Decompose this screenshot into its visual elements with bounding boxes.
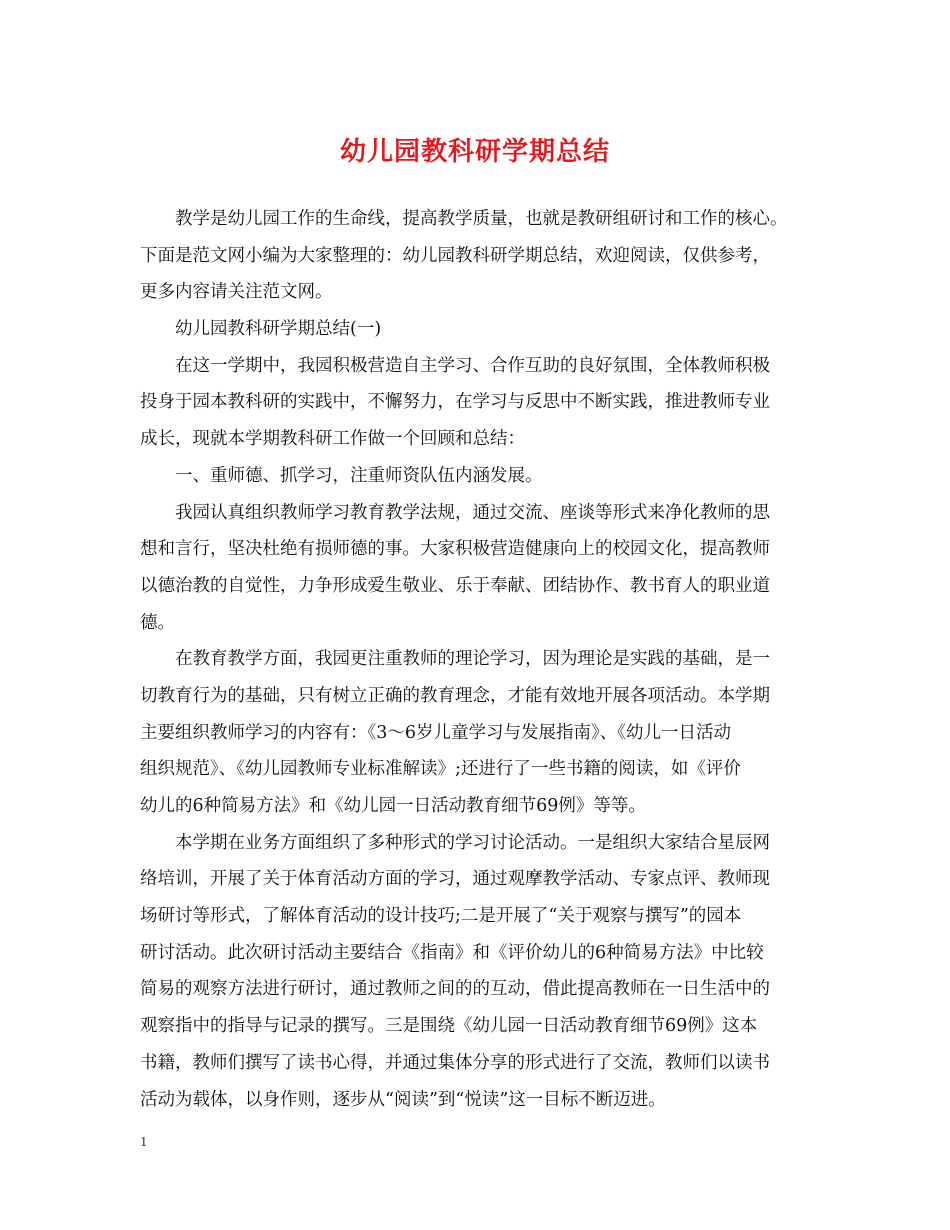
page-number: 1 [140,1135,148,1149]
text-line: 幼儿的6种简易方法》和《幼儿园一日活动教育细节69例》等等。 [140,796,646,816]
text-line: 想和言行，坚决杜绝有损师德的事。大家积极营造健康向上的校园文化，提高教师 [140,539,770,560]
text-line: 更多内容请关注范文网。 [140,282,333,303]
text-line: 一、重师德、抓学习，注重师资队伍内涵发展。 [175,465,543,486]
text-line: 场研讨等形式，了解体育活动的设计技巧;二是开展了“关于观察与撰写”的园本 [140,906,742,927]
text-line: 简易的观察方法进行研讨，通过教师之间的的互动，借此提高教师在一日生活中的 [140,979,770,1000]
text-line: 德。 [140,612,175,633]
text-line: 我园认真组织教师学习教育教学法规，通过交流、座谈等形式来净化教师的思 [175,502,770,523]
text-line: 书籍，教师们撰写了读书心得，并通过集体分享的形式进行了交流，教师们以读书 [140,1052,770,1073]
document-body [140,201,840,1118]
text-line: 研讨活动。此次研讨活动主要结合《指南》和《评价幼儿的6种简易方法》中比较 [140,942,764,963]
text-line: 幼儿园教科研学期总结(一) [175,319,382,340]
text-line: 本学期在业务方面组织了多种形式的学习讨论活动。一是组织大家结合星辰网 [175,832,770,853]
text-line: 在这一学期中，我园积极营造自主学习、合作互助的良好氛围，全体教师积极 [175,355,770,376]
text-line: 主要组织教师学习的内容有：《3～6岁儿童学习与发展指南》、《幼儿一日活动 [140,722,732,743]
text-line: 活动为载体，以身作则，逐步从“阅读”到“悦读”这一目标不断迈进。 [140,1089,666,1110]
text-line: 在教育教学方面，我园更注重教师的理论学习，因为理论是实践的基础，是一 [175,649,770,670]
document-title: 幼儿园教科研学期总结 [339,137,610,167]
text-line: 教学是幼儿园工作的生命线，提高教学质量，也就是教研组研讨和工作的核心。 [175,209,788,229]
text-line: 下面是范文网小编为大家整理的：幼儿园教科研学期总结，欢迎阅读，仅供参考， [140,245,770,266]
text-line: 以德治教的自觉性，力争形成爱生敬业、乐于奉献、团结协作、教书育人的职业道 [140,575,770,596]
text-line: 组织规范》、《幼儿园教师专业标准解读》;还进行了一些书籍的阅读，如《评价 [140,759,741,780]
text-line: 切教育行为的基础，只有树立正确的教育理念，才能有效地开展各项活动。本学期 [140,685,770,706]
text-line: 络培训，开展了关于体育活动方面的学习，通过观摩教学活动、专家点评、教师现 [140,869,770,890]
text-line: 观察指中的指导与记录的撰写。三是围绕《幼儿园一日活动教育细节69例》这本 [140,1016,758,1037]
text-line: 投身于园本教科研的实践中，不懈努力，在学习与反思中不断实践，推进教师专业 [140,392,770,413]
text-line: 成长，现就本学期教科研工作做一个回顾和总结： [140,429,525,450]
